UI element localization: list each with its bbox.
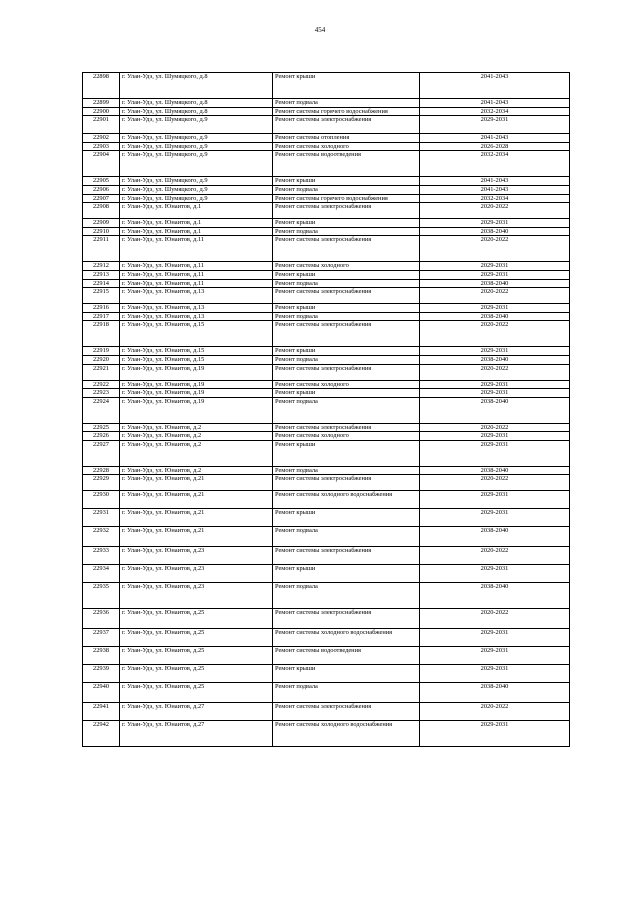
row-number: 22931	[83, 509, 120, 527]
table-body	[83, 73, 570, 747]
address-cell: г. Улан-Удэ, ул. Юнаитов, д.13	[120, 304, 273, 313]
period-cell: 2020-2022	[420, 703, 570, 721]
address-cell: г. Улан-Удэ, ул. Шумяцкого, д.9	[120, 151, 273, 177]
row-number: 22899	[83, 99, 120, 108]
table-row	[83, 527, 570, 547]
repair-schedule-table	[82, 72, 570, 747]
work-type-cell: Ремонт системы горячего водоснабжения	[273, 107, 420, 116]
row-number: 22934	[83, 565, 120, 583]
row-number: 22918	[83, 321, 120, 347]
period-cell: 2029-2031	[420, 262, 570, 271]
table-row	[83, 203, 570, 219]
period-cell: 2029-2031	[420, 347, 570, 356]
row-number: 22903	[83, 142, 120, 151]
table-row	[83, 270, 570, 279]
period-cell: 2029-2031	[420, 491, 570, 509]
address-cell: г. Улан-Удэ, ул. Юнаитов, д.19	[120, 389, 273, 398]
work-type-cell: Ремонт подвала	[273, 279, 420, 288]
address-cell: г. Улан-Удэ, ул. Юнаитов, д.25	[120, 647, 273, 665]
work-type-cell: Ремонт крыши	[273, 665, 420, 683]
work-type-cell: Ремонт крыши	[273, 177, 420, 186]
work-type-cell: Ремонт подвала	[273, 99, 420, 108]
table-row	[83, 509, 570, 527]
work-type-cell: Ремонт системы электроснабжения	[273, 423, 420, 432]
table-row	[83, 565, 570, 583]
row-number: 22928	[83, 466, 120, 475]
address-cell: г. Улан-Удэ, ул. Юнаитов, д.11	[120, 279, 273, 288]
table-row	[83, 380, 570, 389]
period-cell: 2029-2031	[420, 629, 570, 647]
row-number: 22905	[83, 177, 120, 186]
work-type-cell: Ремонт крыши	[273, 270, 420, 279]
work-type-cell: Ремонт системы электроснабжения	[273, 703, 420, 721]
period-cell: 2038-2040	[420, 397, 570, 423]
table-row	[83, 432, 570, 441]
work-type-cell: Ремонт крыши	[273, 73, 420, 99]
row-number: 22908	[83, 203, 120, 219]
address-cell: г. Улан-Удэ, ул. Юнаитов, д.27	[120, 703, 273, 721]
row-number: 22912	[83, 262, 120, 271]
period-cell: 2020-2022	[420, 288, 570, 304]
table-row	[83, 629, 570, 647]
work-type-cell: Ремонт системы электроснабжения	[273, 547, 420, 565]
period-cell: 2041-2043	[420, 134, 570, 143]
period-cell: 2020-2022	[420, 475, 570, 491]
row-number: 22942	[83, 721, 120, 747]
address-cell: г. Улан-Удэ, ул. Юнаитов, д.25	[120, 665, 273, 683]
address-cell: г. Улан-Удэ, ул. Шумяцкого, д.9	[120, 142, 273, 151]
address-cell: г. Улан-Удэ, ул. Шумяцкого, д.9	[120, 177, 273, 186]
row-number: 22922	[83, 380, 120, 389]
row-number: 22909	[83, 219, 120, 228]
work-type-cell: Ремонт крыши	[273, 509, 420, 527]
row-number: 22906	[83, 185, 120, 194]
work-type-cell: Ремонт системы электроснабжения	[273, 475, 420, 491]
address-cell: г. Улан-Удэ, ул. Юнаитов, д.2	[120, 466, 273, 475]
address-cell: г. Улан-Удэ, ул. Юнаитов, д.2	[120, 423, 273, 432]
table-row	[83, 194, 570, 203]
work-type-cell: Ремонт подвала	[273, 527, 420, 547]
address-cell: г. Улан-Удэ, ул. Шумяцкого, д.8	[120, 99, 273, 108]
table-row	[83, 683, 570, 703]
work-type-cell: Ремонт системы холодного	[273, 380, 420, 389]
work-type-cell: Ремонт крыши	[273, 440, 420, 466]
address-cell: г. Улан-Удэ, ул. Юнаитов, д.23	[120, 547, 273, 565]
work-type-cell: Ремонт системы электроснабжения	[273, 236, 420, 262]
row-number: 22921	[83, 364, 120, 380]
table-row	[83, 107, 570, 116]
work-type-cell: Ремонт системы холодного водоснабжения	[273, 629, 420, 647]
address-cell: г. Улан-Удэ, ул. Юнаитов, д.13	[120, 288, 273, 304]
period-cell: 2020-2022	[420, 547, 570, 565]
work-type-cell: Ремонт крыши	[273, 304, 420, 313]
address-cell: г. Улан-Удэ, ул. Юнаитов, д.27	[120, 721, 273, 747]
address-cell: г. Улан-Удэ, ул. Шумяцкого, д.9	[120, 134, 273, 143]
address-cell: г. Улан-Удэ, ул. Юнаитов, д.2	[120, 440, 273, 466]
row-number: 22937	[83, 629, 120, 647]
row-number: 22902	[83, 134, 120, 143]
table-row	[83, 279, 570, 288]
table-row	[83, 547, 570, 565]
work-type-cell: Ремонт системы горячего водоснабжения	[273, 194, 420, 203]
row-number: 22925	[83, 423, 120, 432]
row-number: 22907	[83, 194, 120, 203]
address-cell: г. Улан-Удэ, ул. Шумяцкого, д.9	[120, 185, 273, 194]
row-number: 22936	[83, 609, 120, 629]
address-cell: г. Улан-Удэ, ул. Шумяцкого, д.9	[120, 116, 273, 134]
work-type-cell: Ремонт системы холодного водоснабжения	[273, 721, 420, 747]
address-cell: г. Улан-Удэ, ул. Юнаитов, д.11	[120, 262, 273, 271]
table-row	[83, 583, 570, 609]
period-cell: 2029-2031	[420, 565, 570, 583]
period-cell: 2026-2028	[420, 142, 570, 151]
address-cell: г. Улан-Удэ, ул. Юнаитов, д.15	[120, 321, 273, 347]
work-type-cell: Ремонт крыши	[273, 219, 420, 228]
address-cell: г. Улан-Удэ, ул. Юнаитов, д.21	[120, 509, 273, 527]
table-row	[83, 236, 570, 262]
table-row	[83, 491, 570, 509]
address-cell: г. Улан-Удэ, ул. Шумяцкого, д.8	[120, 73, 273, 99]
address-cell: г. Улан-Удэ, ул. Шумяцкого, д.9	[120, 194, 273, 203]
row-number: 22916	[83, 304, 120, 313]
row-number: 22927	[83, 440, 120, 466]
table-row	[83, 134, 570, 143]
address-cell: г. Улан-Удэ, ул. Юнаитов, д.25	[120, 609, 273, 629]
row-number: 22933	[83, 547, 120, 565]
table-row	[83, 312, 570, 321]
address-cell: г. Улан-Удэ, ул. Юнаитов, д.21	[120, 475, 273, 491]
row-number: 22914	[83, 279, 120, 288]
row-number: 22940	[83, 683, 120, 703]
table-row	[83, 347, 570, 356]
period-cell: 2029-2031	[420, 389, 570, 398]
address-cell: г. Улан-Удэ, ул. Юнаитов, д.21	[120, 527, 273, 547]
work-type-cell: Ремонт крыши	[273, 347, 420, 356]
table-row	[83, 304, 570, 313]
period-cell: 2038-2040	[420, 279, 570, 288]
period-cell: 2020-2022	[420, 236, 570, 262]
table-row	[83, 475, 570, 491]
period-cell: 2038-2040	[420, 683, 570, 703]
address-cell: г. Улан-Удэ, ул. Шумяцкого, д.8	[120, 107, 273, 116]
table-row	[83, 609, 570, 629]
table-row	[83, 647, 570, 665]
table-row	[83, 440, 570, 466]
period-cell: 2029-2031	[420, 270, 570, 279]
period-cell: 2029-2031	[420, 304, 570, 313]
row-number: 22910	[83, 227, 120, 236]
row-number: 22913	[83, 270, 120, 279]
period-cell: 2041-2043	[420, 177, 570, 186]
period-cell: 2038-2040	[420, 312, 570, 321]
work-type-cell: Ремонт подвала	[273, 683, 420, 703]
work-type-cell: Ремонт системы холодного	[273, 432, 420, 441]
table-row	[83, 665, 570, 683]
address-cell: г. Улан-Удэ, ул. Юнаитов, д.19	[120, 397, 273, 423]
period-cell: 2029-2031	[420, 721, 570, 747]
row-number: 22938	[83, 647, 120, 665]
row-number: 22924	[83, 397, 120, 423]
address-cell: г. Улан-Удэ, ул. Юнаитов, д.25	[120, 683, 273, 703]
row-number: 22901	[83, 116, 120, 134]
work-type-cell: Ремонт подвала	[273, 312, 420, 321]
address-cell: г. Улан-Удэ, ул. Юнаитов, д.19	[120, 380, 273, 389]
row-number: 22935	[83, 583, 120, 609]
period-cell: 2041-2043	[420, 73, 570, 99]
table-row	[83, 389, 570, 398]
work-type-cell: Ремонт системы электроснабжения	[273, 364, 420, 380]
table-row	[83, 177, 570, 186]
address-cell: г. Улан-Удэ, ул. Юнаитов, д.11	[120, 270, 273, 279]
work-type-cell: Ремонт системы холодного	[273, 262, 420, 271]
table-row	[83, 321, 570, 347]
table-row	[83, 423, 570, 432]
work-type-cell: Ремонт подвала	[273, 185, 420, 194]
period-cell: 2029-2031	[420, 432, 570, 441]
row-number: 22898	[83, 73, 120, 99]
row-number: 22926	[83, 432, 120, 441]
address-cell: г. Улан-Удэ, ул. Юнаитов, д.23	[120, 565, 273, 583]
work-type-cell: Ремонт системы водоотведения	[273, 151, 420, 177]
table-row	[83, 99, 570, 108]
address-cell: г. Улан-Удэ, ул. Юнаитов, д.23	[120, 583, 273, 609]
table-row	[83, 262, 570, 271]
work-type-cell: Ремонт подвала	[273, 583, 420, 609]
row-number: 22917	[83, 312, 120, 321]
period-cell: 2020-2022	[420, 364, 570, 380]
row-number: 22900	[83, 107, 120, 116]
period-cell: 2038-2040	[420, 527, 570, 547]
address-cell: г. Улан-Удэ, ул. Юнаитов, д.21	[120, 491, 273, 509]
period-cell: 2038-2040	[420, 583, 570, 609]
address-cell: г. Улан-Удэ, ул. Юнаитов, д.15	[120, 355, 273, 364]
table-row	[83, 73, 570, 99]
row-number: 22923	[83, 389, 120, 398]
table-row	[83, 142, 570, 151]
work-type-cell: Ремонт крыши	[273, 389, 420, 398]
period-cell: 2020-2022	[420, 423, 570, 432]
work-type-cell: Ремонт подвала	[273, 466, 420, 475]
period-cell: 2029-2031	[420, 219, 570, 228]
address-cell: г. Улан-Удэ, ул. Юнаитов, д.13	[120, 312, 273, 321]
page-number: 454	[314, 26, 326, 34]
table-row	[83, 185, 570, 194]
period-cell: 2038-2040	[420, 355, 570, 364]
period-cell: 2041-2043	[420, 185, 570, 194]
period-cell: 2029-2031	[420, 665, 570, 683]
work-type-cell: Ремонт системы отопления	[273, 134, 420, 143]
row-number: 22941	[83, 703, 120, 721]
address-cell: г. Улан-Удэ, ул. Юнаитов, д.2	[120, 432, 273, 441]
address-cell: г. Улан-Удэ, ул. Юнаитов, д.1	[120, 203, 273, 219]
work-type-cell: Ремонт системы электроснабжения	[273, 203, 420, 219]
work-type-cell: Ремонт системы электроснабжения	[273, 609, 420, 629]
period-cell: 2029-2031	[420, 380, 570, 389]
period-cell: 2032-2034	[420, 151, 570, 177]
row-number: 22929	[83, 475, 120, 491]
work-type-cell: Ремонт подвала	[273, 227, 420, 236]
period-cell: 2041-2043	[420, 99, 570, 108]
row-number: 22919	[83, 347, 120, 356]
work-type-cell: Ремонт системы холодного водоснабжения	[273, 491, 420, 509]
table-row	[83, 703, 570, 721]
work-type-cell: Ремонт системы электроснабжения	[273, 288, 420, 304]
work-type-cell: Ремонт крыши	[273, 565, 420, 583]
table-row	[83, 116, 570, 134]
table-row	[83, 466, 570, 475]
table-row	[83, 364, 570, 380]
period-cell: 2029-2031	[420, 647, 570, 665]
table-row	[83, 288, 570, 304]
work-type-cell: Ремонт подвала	[273, 355, 420, 364]
row-number: 22915	[83, 288, 120, 304]
table-row	[83, 355, 570, 364]
address-cell: г. Улан-Удэ, ул. Юнаитов, д.19	[120, 364, 273, 380]
row-number: 22911	[83, 236, 120, 262]
period-cell: 2029-2031	[420, 440, 570, 466]
work-type-cell: Ремонт системы электроснабжения	[273, 321, 420, 347]
work-type-cell: Ремонт системы электроснабжения	[273, 116, 420, 134]
work-type-cell: Ремонт системы водоотведения	[273, 647, 420, 665]
table-row	[83, 721, 570, 747]
address-cell: г. Улан-Удэ, ул. Юнаитов, д.15	[120, 347, 273, 356]
work-type-cell: Ремонт системы холодного	[273, 142, 420, 151]
work-type-cell: Ремонт подвала	[273, 397, 420, 423]
table-row	[83, 151, 570, 177]
row-number: 22930	[83, 491, 120, 509]
period-cell: 2029-2031	[420, 509, 570, 527]
period-cell: 2020-2022	[420, 321, 570, 347]
address-cell: г. Улан-Удэ, ул. Юнаитов, д.1	[120, 227, 273, 236]
row-number: 22920	[83, 355, 120, 364]
row-number: 22939	[83, 665, 120, 683]
table-row	[83, 397, 570, 423]
period-cell: 2038-2040	[420, 466, 570, 475]
table-row	[83, 227, 570, 236]
row-number: 22932	[83, 527, 120, 547]
period-cell: 2020-2022	[420, 203, 570, 219]
period-cell: 2032-2034	[420, 107, 570, 116]
period-cell: 2038-2040	[420, 227, 570, 236]
address-cell: г. Улан-Удэ, ул. Юнаитов, д.11	[120, 236, 273, 262]
period-cell: 2020-2022	[420, 609, 570, 629]
table-row	[83, 219, 570, 228]
address-cell: г. Улан-Удэ, ул. Юнаитов, д.1	[120, 219, 273, 228]
period-cell: 2029-2031	[420, 116, 570, 134]
address-cell: г. Улан-Удэ, ул. Юнаитов, д.25	[120, 629, 273, 647]
period-cell: 2032-2034	[420, 194, 570, 203]
row-number: 22904	[83, 151, 120, 177]
